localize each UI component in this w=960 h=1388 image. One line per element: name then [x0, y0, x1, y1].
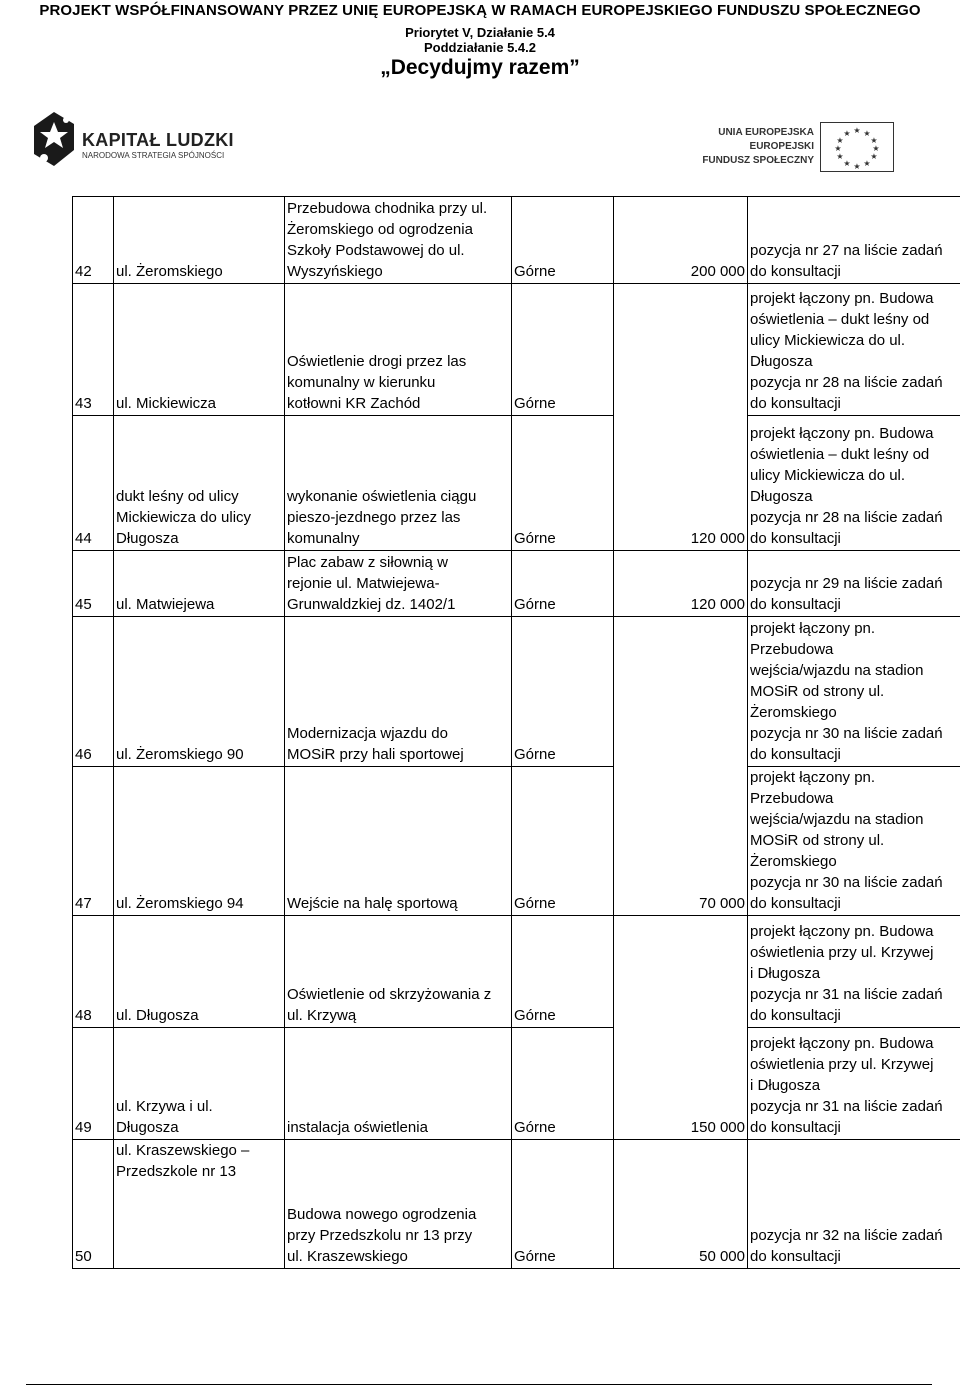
eu-logo-line-3: FUNDUSZ SPOŁECZNY — [702, 155, 814, 166]
notes-line: do konsultacji — [750, 1119, 841, 1136]
notes-line: do konsultacji — [750, 1007, 841, 1024]
description-cell — [285, 1140, 512, 1269]
description-line: Szkoły Podstawowej do ul. — [287, 242, 465, 259]
eu-logo — [700, 118, 900, 178]
description-line: komunalny w kierunku — [287, 374, 436, 391]
notes-line: pozycja nr 31 na liście zadań — [750, 986, 943, 1003]
description-line: rejonie ul. Matwiejewa- — [287, 575, 440, 592]
notes-line: wejścia/wjazdu na stadion — [750, 811, 924, 828]
description-cell — [285, 617, 512, 767]
district-cell: Górne — [512, 1028, 614, 1140]
street-line: ul. Matwiejewa — [116, 596, 215, 613]
notes-line: MOSiR od strony ul. — [750, 683, 885, 700]
street-cell — [114, 916, 285, 1028]
notes-line: do konsultacji — [750, 1248, 841, 1265]
table-row — [73, 1140, 960, 1269]
description-line: wykonanie oświetlenia ciągu — [287, 488, 477, 505]
notes-line: do konsultacji — [750, 395, 841, 412]
notes-line: do konsultacji — [750, 530, 841, 547]
notes-cell — [748, 284, 960, 416]
description-line: instalacja oświetlenia — [287, 1119, 428, 1136]
description-line: kotłowni KR Zachód — [287, 395, 421, 412]
row-number: 46 — [73, 617, 114, 767]
kapital-ludzki-emblem-icon — [30, 110, 78, 170]
description-line: Wyszyńskiego — [287, 263, 383, 280]
table-row — [73, 416, 960, 551]
description-cell — [285, 284, 512, 416]
notes-line: projekt łączony pn. Budowa — [750, 425, 934, 442]
footer-divider — [26, 1384, 932, 1385]
street-line: ul. Żeromskiego 90 — [116, 746, 244, 763]
notes-line: do konsultacji — [750, 263, 841, 280]
header-slogan: „Decydujmy razem” — [380, 56, 580, 79]
svg-text:★: ★ — [872, 144, 880, 153]
amount-cell: 50 000 — [614, 1140, 748, 1269]
svg-text:★: ★ — [863, 159, 871, 168]
notes-cell — [748, 617, 960, 767]
row-number: 44 — [73, 416, 114, 551]
row-number: 43 — [73, 284, 114, 416]
eu-logo-line-1: UNIA EUROPEJSKA — [718, 127, 814, 138]
description-line: ul. Krzywą — [287, 1007, 357, 1024]
table-row — [73, 916, 960, 1028]
description-cell — [285, 197, 512, 284]
row-number: 47 — [73, 767, 114, 916]
svg-text:★: ★ — [870, 152, 878, 161]
notes-line: projekt łączony pn. — [750, 620, 876, 637]
street-line: ul. Mickiewicza — [116, 395, 217, 412]
svg-text:★: ★ — [836, 136, 844, 145]
notes-line: projekt łączony pn. Budowa — [750, 923, 934, 940]
description-line: Grunwaldzkiej dz. 1402/1 — [287, 596, 456, 613]
table-row — [73, 767, 960, 916]
description-line: pieszo-jezdnego przez las — [287, 509, 461, 526]
street-line: Mickiewicza do ulicy — [116, 509, 252, 526]
row-number: 45 — [73, 551, 114, 617]
description-cell — [285, 416, 512, 551]
notes-line: oświetlenia – dukt leśny od — [750, 311, 930, 328]
street-cell — [114, 767, 285, 916]
notes-cell — [748, 767, 960, 916]
eu-flag-icon — [820, 122, 894, 172]
notes-line: pozycja nr 30 na liście zadań — [750, 874, 943, 891]
notes-line: pozycja nr 28 na liście zadań — [750, 509, 943, 526]
street-line: Długosza — [116, 1119, 179, 1136]
description-cell — [285, 916, 512, 1028]
notes-line: ulicy Mickiewicza do ul. — [750, 467, 906, 484]
svg-text:★: ★ — [836, 152, 844, 161]
description-line: Plac zabaw z siłownią w — [287, 554, 448, 571]
notes-line: Długosza — [750, 353, 813, 370]
header-subaction-line: Poddziałanie 5.4.2 — [424, 40, 536, 55]
notes-line: i Długosza — [750, 1077, 821, 1094]
street-line: Długosza — [116, 530, 179, 547]
table-row — [73, 284, 960, 416]
kapital-ludzki-subtitle: NARODOWA STRATEGIA SPÓJNOŚCI — [82, 151, 225, 160]
street-line: ul. Żeromskiego 94 — [116, 895, 244, 912]
notes-cell — [748, 551, 960, 617]
district-cell: Górne — [512, 197, 614, 284]
district-cell: Górne — [512, 916, 614, 1028]
district-cell: Górne — [512, 551, 614, 617]
notes-line: pozycja nr 28 na liście zadań — [750, 374, 943, 391]
row-number: 42 — [73, 197, 114, 284]
notes-line: pozycja nr 31 na liście zadań — [750, 1098, 943, 1115]
amount-cell: 70 000 — [614, 617, 748, 916]
description-cell — [285, 1028, 512, 1140]
description-line: Przebudowa chodnika przy ul. — [287, 200, 488, 217]
table-row — [73, 617, 960, 767]
notes-line: do konsultacji — [750, 596, 841, 613]
description-cell — [285, 767, 512, 916]
notes-cell — [748, 197, 960, 284]
notes-line: Przebudowa — [750, 790, 834, 807]
notes-line: do konsultacji — [750, 746, 841, 763]
svg-text:★: ★ — [834, 144, 842, 153]
svg-text:★: ★ — [843, 129, 851, 138]
district-cell: Górne — [512, 767, 614, 916]
svg-text:★: ★ — [853, 126, 861, 135]
kapital-ludzki-title: KAPITAŁ LUDZKI — [82, 130, 234, 150]
description-line: Modernizacja wjazdu do — [287, 725, 448, 742]
street-line: ul. Długosza — [116, 1007, 199, 1024]
description-line: Żeromskiego od ogrodzenia — [287, 221, 473, 238]
street-cell — [114, 416, 285, 551]
description-line: Oświetlenie od skrzyżowania z — [287, 986, 492, 1003]
svg-text:★: ★ — [853, 162, 861, 171]
notes-line: Przebudowa — [750, 641, 834, 658]
notes-line: ulicy Mickiewicza do ul. — [750, 332, 906, 349]
description-line: MOSiR przy hali sportowej — [287, 746, 464, 763]
svg-text:★: ★ — [870, 136, 878, 145]
description-cell — [285, 551, 512, 617]
description-line: ul. Kraszewskiego — [287, 1248, 408, 1265]
notes-line: projekt łączony pn. — [750, 769, 876, 786]
notes-line: projekt łączony pn. Budowa — [750, 290, 934, 307]
svg-text:★: ★ — [863, 129, 871, 138]
street-cell — [114, 617, 285, 767]
notes-cell — [748, 1028, 960, 1140]
amount-cell: 120 000 — [614, 284, 748, 551]
row-number: 48 — [73, 916, 114, 1028]
notes-line: Żeromskiego — [750, 853, 837, 870]
row-number: 50 — [73, 1140, 114, 1269]
notes-line: pozycja nr 27 na liście zadań — [750, 242, 943, 259]
street-line: dukt leśny od ulicy — [116, 488, 239, 505]
street-cell — [114, 1028, 285, 1140]
notes-cell — [748, 1140, 960, 1269]
description-line: Oświetlenie drogi przez las — [287, 353, 467, 370]
district-cell: Górne — [512, 416, 614, 551]
table-row — [73, 551, 960, 617]
street-line: Przedszkole nr 13 — [116, 1163, 237, 1180]
table-row — [73, 197, 960, 284]
kapital-ludzki-logo — [30, 110, 260, 170]
description-line: Budowa nowego ogrodzenia — [287, 1206, 477, 1223]
notes-line: projekt łączony pn. Budowa — [750, 1035, 934, 1052]
eu-logo-text — [702, 126, 814, 168]
notes-line: pozycja nr 32 na liście zadań — [750, 1227, 943, 1244]
notes-line: Długosza — [750, 488, 813, 505]
district-cell: Górne — [512, 1140, 614, 1269]
notes-line: i Długosza — [750, 965, 821, 982]
notes-line: wejścia/wjazdu na stadion — [750, 662, 924, 679]
notes-line: oświetlenia – dukt leśny od — [750, 446, 930, 463]
table-row — [73, 1028, 960, 1140]
street-cell — [114, 551, 285, 617]
row-number: 49 — [73, 1028, 114, 1140]
notes-line: oświetlenia przy ul. Krzywej — [750, 944, 934, 961]
header-priority-line: Priorytet V, Działanie 5.4 — [405, 25, 555, 40]
header-project-line: PROJEKT WSPÓŁFINANSOWANY PRZEZ UNIĘ EUROPEJSKĄ W RAMACH EUROPEJSKIEGO FUNDUSZU SPOŁECZNEGO — [39, 2, 921, 19]
district-cell: Górne — [512, 617, 614, 767]
amount-cell: 120 000 — [614, 551, 748, 617]
street-cell — [114, 197, 285, 284]
notes-line: MOSiR od strony ul. — [750, 832, 885, 849]
amount-cell: 150 000 — [614, 916, 748, 1140]
street-cell — [114, 284, 285, 416]
street-line: ul. Żeromskiego — [116, 263, 223, 280]
notes-line: do konsultacji — [750, 895, 841, 912]
amount-cell: 200 000 — [614, 197, 748, 284]
projects-table — [72, 196, 960, 1269]
district-cell: Górne — [512, 284, 614, 416]
description-line: Wejście na halę sportową — [287, 895, 458, 912]
notes-cell — [748, 916, 960, 1028]
eu-logo-line-2: EUROPEJSKI — [749, 141, 814, 152]
street-line: ul. Krzywa i ul. — [116, 1098, 213, 1115]
notes-line: Żeromskiego — [750, 704, 837, 721]
description-line: komunalny — [287, 530, 360, 547]
notes-line: pozycja nr 29 na liście zadań — [750, 575, 943, 592]
notes-line: oświetlenia przy ul. Krzywej — [750, 1056, 934, 1073]
svg-text:★: ★ — [843, 159, 851, 168]
description-line: przy Przedszkolu nr 13 przy — [287, 1227, 473, 1244]
notes-line: pozycja nr 30 na liście zadań — [750, 725, 943, 742]
street-cell — [114, 1140, 285, 1269]
notes-cell — [748, 416, 960, 551]
street-line: ul. Kraszewskiego – — [116, 1142, 250, 1159]
